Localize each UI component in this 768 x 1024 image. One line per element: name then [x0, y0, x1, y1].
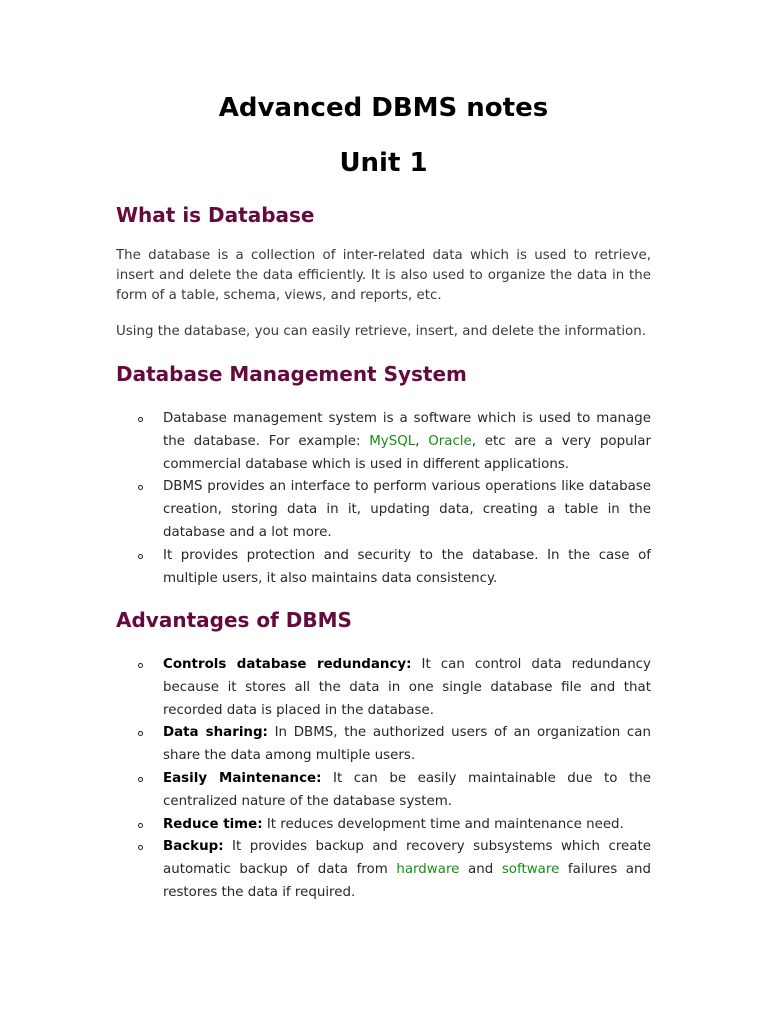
- list-item-term: Reduce time:: [163, 816, 263, 832]
- paragraph-database-usage: Using the database, you can easily retrieve, insert, and delete the information.: [116, 324, 646, 339]
- circle-bullet-icon: [138, 554, 143, 559]
- heading-database-management-system: Database Management System: [116, 362, 467, 386]
- list-item: [116, 654, 651, 722]
- circle-bullet-icon: [138, 663, 143, 668]
- circle-bullet-icon: [138, 777, 143, 782]
- circle-bullet-icon: [138, 845, 143, 850]
- list-item-text: It reduces development time and maintenance need.: [262, 816, 624, 832]
- circle-bullet-icon: [138, 485, 143, 490]
- list-item-text: In DBMS, the authorized users of an organization can share the data among multiple users.: [163, 725, 651, 764]
- software-link[interactable]: software: [501, 862, 560, 878]
- list-item-text: It can be easily maintainable due to the centralized nature of the database system.: [163, 770, 651, 809]
- list-item: [116, 814, 651, 837]
- list-item: [116, 476, 651, 544]
- list-item: [116, 768, 651, 814]
- circle-bullet-icon: [138, 731, 143, 736]
- list-item: [116, 722, 651, 768]
- heading-advantages-of-dbms: Advantages of DBMS: [116, 608, 352, 632]
- list-item-text: , etc are a very popular commercial database which is used in different applications.: [163, 433, 651, 472]
- circle-bullet-icon: [138, 823, 143, 828]
- list-item-text: failures and restores the data if required.: [163, 862, 651, 900]
- list-item-separator: ,: [415, 433, 429, 449]
- list-item: [116, 545, 651, 591]
- heading-what-is-database: What is Database: [116, 203, 315, 227]
- document-title: Advanced DBMS notes: [218, 93, 549, 123]
- mysql-link[interactable]: MySQL: [369, 433, 416, 449]
- advantages-bullet-list: [116, 654, 651, 905]
- list-item-term: Data sharing:: [163, 725, 268, 741]
- dbms-bullet-list: [116, 408, 651, 590]
- unit-title: Unit 1: [339, 148, 428, 178]
- list-item-text: It provides backup and recovery subsystems which create automatic backup of data from: [163, 839, 651, 878]
- list-item-term: Easily Maintenance:: [163, 770, 322, 786]
- list-item: [116, 408, 651, 476]
- list-item-text: DBMS provides an interface to perform various operations like database creation, storing data in it, updating data, creating a table in the database and a lot more.: [163, 479, 651, 540]
- list-item-text: Database management system is a software which is used to manage the database. For example:: [163, 411, 651, 449]
- oracle-link[interactable]: Oracle: [428, 433, 472, 449]
- list-item-term: Backup:: [163, 839, 224, 855]
- paragraph-database-definition: The database is a collection of inter-related data which is used to retrieve, insert and delete the data efficiently. It is also used to organize the data in the form of a table, schema, views, and reports, etc.: [116, 248, 651, 303]
- list-item: [116, 836, 651, 904]
- list-item-term: Controls database redundancy:: [163, 657, 412, 672]
- list-item-text: It provides protection and security to the database. In the case of multiple users, it also maintains data consistency.: [163, 547, 651, 586]
- list-item-text: and: [459, 862, 502, 878]
- circle-bullet-icon: [138, 417, 143, 422]
- list-item-text: It can control data redundancy because it stores all the data in one single database file and that recorded data is placed in the database.: [163, 657, 651, 718]
- hardware-link[interactable]: hardware: [396, 862, 460, 878]
